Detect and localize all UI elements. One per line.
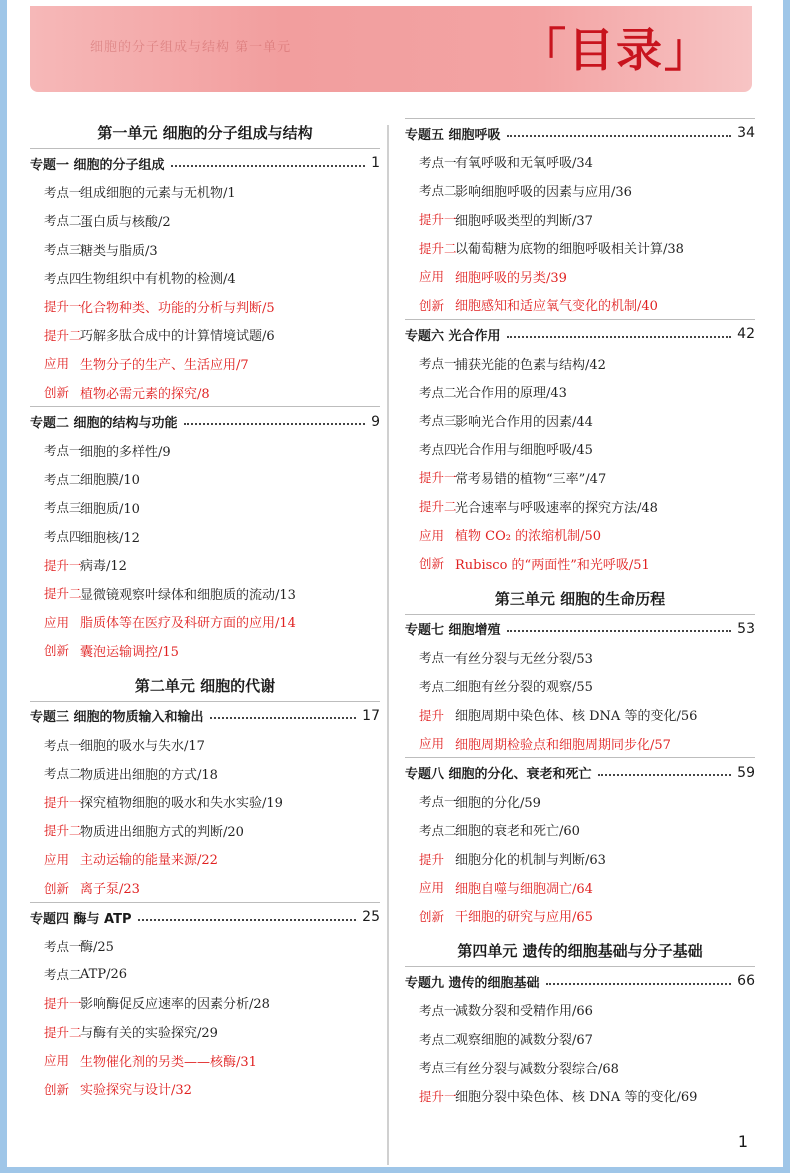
toc-item[interactable] (30, 465, 380, 494)
topic-page-number: 53 (737, 620, 755, 637)
toc-item[interactable] (405, 844, 755, 873)
item-text: 糖类与脂质/3 (80, 243, 158, 259)
topic-name: 专题七 细胞增殖 (405, 623, 501, 639)
toc-item[interactable] (405, 176, 755, 205)
topic-page-number: 42 (737, 326, 755, 343)
item-text: 细胞的衰老和死亡/60 (455, 824, 580, 840)
item-text: 细胞核/12 (80, 530, 140, 546)
item-label: 考点一 (44, 737, 82, 753)
dot-leader (184, 422, 366, 425)
item-label: 提升 (419, 851, 445, 867)
topic-name: 专题五 细胞呼吸 (405, 127, 501, 143)
dot-leader (210, 716, 357, 719)
topic-entry[interactable] (30, 406, 380, 436)
toc-item[interactable] (30, 550, 380, 579)
item-text: Rubisco 的“两面性”和光呼吸/51 (455, 557, 650, 573)
toc-item[interactable] (405, 406, 755, 435)
toc-item[interactable] (405, 1053, 755, 1082)
item-text: 物质进出细胞的方式/18 (80, 767, 218, 783)
topic-page-number: 17 (362, 707, 380, 724)
item-label: 考点一 (419, 794, 457, 810)
toc-item[interactable] (405, 349, 755, 378)
item-text: ATP/26 (80, 966, 128, 982)
header-banner (30, 6, 752, 92)
item-text: 有丝分裂与减数分裂综合/68 (455, 1061, 619, 1077)
item-text: 蛋白质与核酸/2 (80, 214, 171, 230)
item-label: 创新 (44, 643, 70, 659)
item-label: 考点一 (419, 650, 457, 666)
item-text: 细胞的多样性/9 (80, 444, 171, 460)
item-text: 细胞自噬与细胞凋亡/64 (455, 881, 593, 897)
item-label: 考点二 (44, 213, 82, 229)
topic-name: 专题四 酶与 ATP (30, 911, 132, 927)
toc-item[interactable] (30, 873, 380, 902)
item-label: 应用 (419, 527, 445, 543)
topic-name: 专题二 细胞的结构与功能 (30, 416, 178, 432)
item-text: 影响酶促反应速率的因素分析/28 (80, 997, 270, 1013)
toc-left-column (30, 118, 380, 1103)
page-number: 1 (737, 1132, 748, 1151)
item-label: 提升二 (419, 240, 457, 256)
item-text: 主动运输的能量来源/22 (80, 853, 218, 869)
item-text: 细胞分裂中染色体、核 DNA 等的变化/69 (455, 1090, 698, 1106)
item-label: 考点四 (44, 529, 82, 545)
item-label: 应用 (44, 1053, 70, 1069)
topic-entry[interactable] (405, 319, 755, 349)
item-label: 创新 (419, 556, 445, 572)
item-text: 生物分子的生产、生活应用/7 (80, 357, 249, 373)
item-text: 植物必需元素的探究/8 (80, 386, 210, 402)
topic-name: 专题六 光合作用 (405, 328, 501, 344)
item-label: 应用 (44, 356, 70, 372)
item-text: 干细胞的研究与应用/65 (455, 910, 593, 926)
toc-item[interactable] (30, 349, 380, 378)
toc-item[interactable] (405, 492, 755, 521)
unit-heading: 第二单元 细胞的代谢 (134, 676, 276, 695)
column-divider (387, 125, 389, 1165)
dot-leader (546, 982, 732, 985)
item-label: 考点三 (419, 413, 457, 429)
item-text: 减数分裂和受精作用/66 (455, 1004, 593, 1020)
item-text: 光合速率与呼吸速率的探究方法/48 (455, 500, 658, 516)
item-text: 显微镜观察叶绿体和细胞质的流动/13 (80, 587, 296, 603)
item-text: 细胞的吸水与失水/17 (80, 739, 205, 755)
toc-item[interactable] (405, 148, 755, 177)
toc-item[interactable] (405, 873, 755, 902)
item-label: 创新 (419, 297, 445, 313)
item-label: 考点二 (419, 384, 457, 400)
item-label: 考点三 (44, 500, 82, 516)
toc-item[interactable] (30, 816, 380, 845)
toc-item[interactable] (30, 292, 380, 321)
item-text: 细胞分化的机制与判断/63 (455, 853, 606, 869)
item-text: 酶/25 (80, 940, 114, 956)
toc-item[interactable] (30, 1017, 380, 1046)
item-label: 考点二 (44, 471, 82, 487)
item-label: 提升一 (44, 995, 82, 1011)
toc-item[interactable] (30, 759, 380, 788)
item-label: 提升一 (419, 470, 457, 486)
topic-entry[interactable] (30, 148, 380, 178)
item-text: 细胞有丝分裂的观察/55 (455, 680, 593, 696)
item-label: 提升 (419, 707, 445, 723)
item-text: 组成细胞的元素与无机物/1 (80, 186, 236, 202)
toc-item[interactable] (30, 493, 380, 522)
item-text: 光合作用的原理/43 (455, 386, 567, 402)
item-label: 考点一 (419, 1002, 457, 1018)
topic-entry[interactable] (30, 701, 380, 731)
toc-item[interactable] (405, 901, 755, 930)
unit-heading: 第三单元 细胞的生命历程 (494, 589, 666, 608)
item-text: 巧解多肽合成中的计算情境试题/6 (80, 329, 275, 345)
item-text: 细胞质/10 (80, 501, 140, 517)
toc-item[interactable] (30, 989, 380, 1018)
dot-leader (171, 164, 366, 167)
toc-item[interactable] (30, 522, 380, 551)
topic-entry[interactable] (405, 757, 755, 787)
item-text: 物质进出细胞方式的判断/20 (80, 824, 244, 840)
item-label: 考点一 (419, 154, 457, 170)
topic-page-number: 25 (362, 909, 380, 926)
item-label: 考点二 (419, 1031, 457, 1047)
item-label: 提升一 (419, 212, 457, 228)
item-label: 应用 (419, 880, 445, 896)
toc-item[interactable] (30, 206, 380, 235)
item-text: 细胞呼吸的另类/39 (455, 270, 567, 286)
item-label: 提升一 (44, 299, 82, 315)
item-label: 考点二 (44, 967, 82, 983)
topic-name: 专题三 细胞的物质输入和输出 (30, 710, 204, 726)
toc-item[interactable] (405, 377, 755, 406)
toc-item[interactable] (405, 549, 755, 578)
dot-leader (507, 335, 732, 338)
item-label: 创新 (419, 908, 445, 924)
toc-item[interactable] (405, 463, 755, 492)
toc-item[interactable] (405, 787, 755, 816)
item-text: 脂质体等在医疗及科研方面的应用/14 (80, 616, 296, 632)
item-text: 以葡萄糖为底物的细胞呼吸相关计算/38 (455, 242, 684, 258)
item-label: 考点四 (419, 441, 457, 457)
toc-item[interactable] (30, 845, 380, 874)
toc-item[interactable] (405, 700, 755, 729)
item-text: 离子泵/23 (80, 882, 140, 898)
toc-item[interactable] (30, 608, 380, 637)
item-label: 考点二 (44, 766, 82, 782)
toc-item[interactable] (30, 787, 380, 816)
toc-item[interactable] (405, 233, 755, 262)
item-label: 创新 (44, 1081, 70, 1097)
item-text: 细胞膜/10 (80, 473, 140, 489)
item-label: 考点二 (419, 183, 457, 199)
unit-heading: 第四单元 遗传的细胞基础与分子基础 (457, 942, 703, 961)
toc-item[interactable] (405, 1081, 755, 1110)
banner-ghost-text: 细胞的分子组成与结构 第一单元 (90, 40, 292, 55)
item-label: 应用 (44, 851, 70, 867)
topic-page-number: 1 (371, 155, 380, 172)
item-text: 病毒/12 (80, 559, 127, 575)
toc-item[interactable] (405, 643, 755, 672)
toc-item[interactable] (405, 262, 755, 291)
dot-leader (507, 629, 732, 632)
toc-item[interactable] (405, 291, 755, 320)
toc-item[interactable] (405, 816, 755, 845)
topic-entry[interactable] (405, 118, 755, 148)
dot-leader (598, 773, 732, 776)
toc-item[interactable] (405, 435, 755, 464)
item-label: 提升二 (44, 327, 82, 343)
item-label: 提升二 (44, 823, 82, 839)
toc-item[interactable] (405, 996, 755, 1025)
item-label: 提升二 (44, 1024, 82, 1040)
item-label: 创新 (44, 385, 70, 401)
item-text: 探究植物细胞的吸水和失水实验/19 (80, 796, 283, 812)
toc-item[interactable] (30, 730, 380, 759)
toc-item[interactable] (30, 378, 380, 407)
topic-name: 专题九 遗传的细胞基础 (405, 975, 540, 991)
item-text: 生物组织中有机物的检测/4 (80, 272, 236, 288)
unit-heading: 第一单元 细胞的分子组成与结构 (97, 124, 313, 142)
item-label: 考点四 (44, 270, 82, 286)
toc-item[interactable] (30, 436, 380, 465)
item-text: 与酶有关的实验探究/29 (80, 1026, 218, 1042)
item-label: 考点一 (44, 443, 82, 459)
toc-item[interactable] (30, 579, 380, 608)
item-text: 捕获光能的色素与结构/42 (455, 357, 606, 373)
item-text: 生物催化剂的另类——核酶/31 (80, 1054, 257, 1070)
item-label: 考点一 (419, 356, 457, 372)
toc-item[interactable] (30, 1046, 380, 1075)
item-label: 提升一 (44, 557, 82, 573)
item-text: 光合作用与细胞呼吸/45 (455, 443, 593, 459)
item-text: 细胞呼吸类型的判断/37 (455, 213, 593, 229)
item-label: 提升一 (419, 1088, 457, 1104)
toc-item[interactable] (30, 636, 380, 665)
toc-item[interactable] (30, 263, 380, 292)
item-label: 考点一 (44, 938, 82, 954)
toc-item[interactable] (30, 178, 380, 207)
item-text: 细胞感知和适应氧气变化的机制/40 (455, 299, 658, 315)
item-label: 提升一 (44, 794, 82, 810)
item-text: 囊泡运输调控/15 (80, 644, 179, 660)
item-text: 细胞周期检验点和细胞周期同步化/57 (455, 737, 671, 753)
toc-item[interactable] (405, 205, 755, 234)
item-label: 应用 (419, 736, 445, 752)
topic-entry[interactable] (405, 614, 755, 644)
item-text: 细胞的分化/59 (455, 795, 541, 811)
page-title: 「目录」 (520, 23, 712, 77)
toc-item[interactable] (30, 235, 380, 264)
topic-entry[interactable] (30, 902, 380, 932)
item-text: 实验探究与设计/32 (80, 1083, 192, 1099)
topic-name: 专题八 细胞的分化、衰老和死亡 (405, 767, 592, 783)
item-text: 植物 CO₂ 的浓缩机制/50 (455, 529, 602, 545)
toc-right-column (405, 118, 755, 1110)
item-text: 常考易错的植物“三率”/47 (455, 471, 607, 487)
item-text: 有丝分裂与无丝分裂/53 (455, 651, 593, 667)
toc-item[interactable] (405, 729, 755, 758)
toc-item[interactable] (30, 960, 380, 989)
dot-leader (138, 918, 357, 921)
item-label: 提升二 (419, 499, 457, 515)
dot-leader (507, 134, 732, 137)
topic-page-number: 59 (737, 764, 755, 781)
item-label: 考点三 (419, 1060, 457, 1076)
item-label: 考点三 (44, 242, 82, 258)
item-text: 细胞周期中染色体、核 DNA 等的变化/56 (455, 709, 698, 725)
toc-item[interactable] (405, 1024, 755, 1053)
item-label: 创新 (44, 880, 70, 896)
item-text: 观察细胞的减数分裂/67 (455, 1033, 593, 1049)
topic-name: 专题一 细胞的分子组成 (30, 157, 165, 173)
item-text: 有氧呼吸和无氧呼吸/34 (455, 156, 593, 172)
item-label: 应用 (44, 614, 70, 630)
item-label: 应用 (419, 269, 445, 285)
toc-item[interactable] (30, 1074, 380, 1103)
toc-item[interactable] (30, 321, 380, 350)
item-text: 化合物种类、功能的分析与判断/5 (80, 300, 275, 316)
toc-item[interactable] (30, 931, 380, 960)
item-text: 影响光合作用的因素/44 (455, 414, 593, 430)
item-label: 考点二 (419, 678, 457, 694)
item-label: 提升二 (44, 586, 82, 602)
toc-item[interactable] (405, 520, 755, 549)
toc-item[interactable] (405, 672, 755, 701)
topic-page-number: 34 (737, 125, 755, 142)
item-text: 影响细胞呼吸的因素与应用/36 (455, 184, 632, 200)
topic-page-number: 9 (371, 413, 380, 430)
item-label: 考点二 (419, 822, 457, 838)
topic-page-number: 66 (737, 973, 755, 990)
topic-entry[interactable] (405, 966, 755, 996)
item-label: 考点一 (44, 184, 82, 200)
